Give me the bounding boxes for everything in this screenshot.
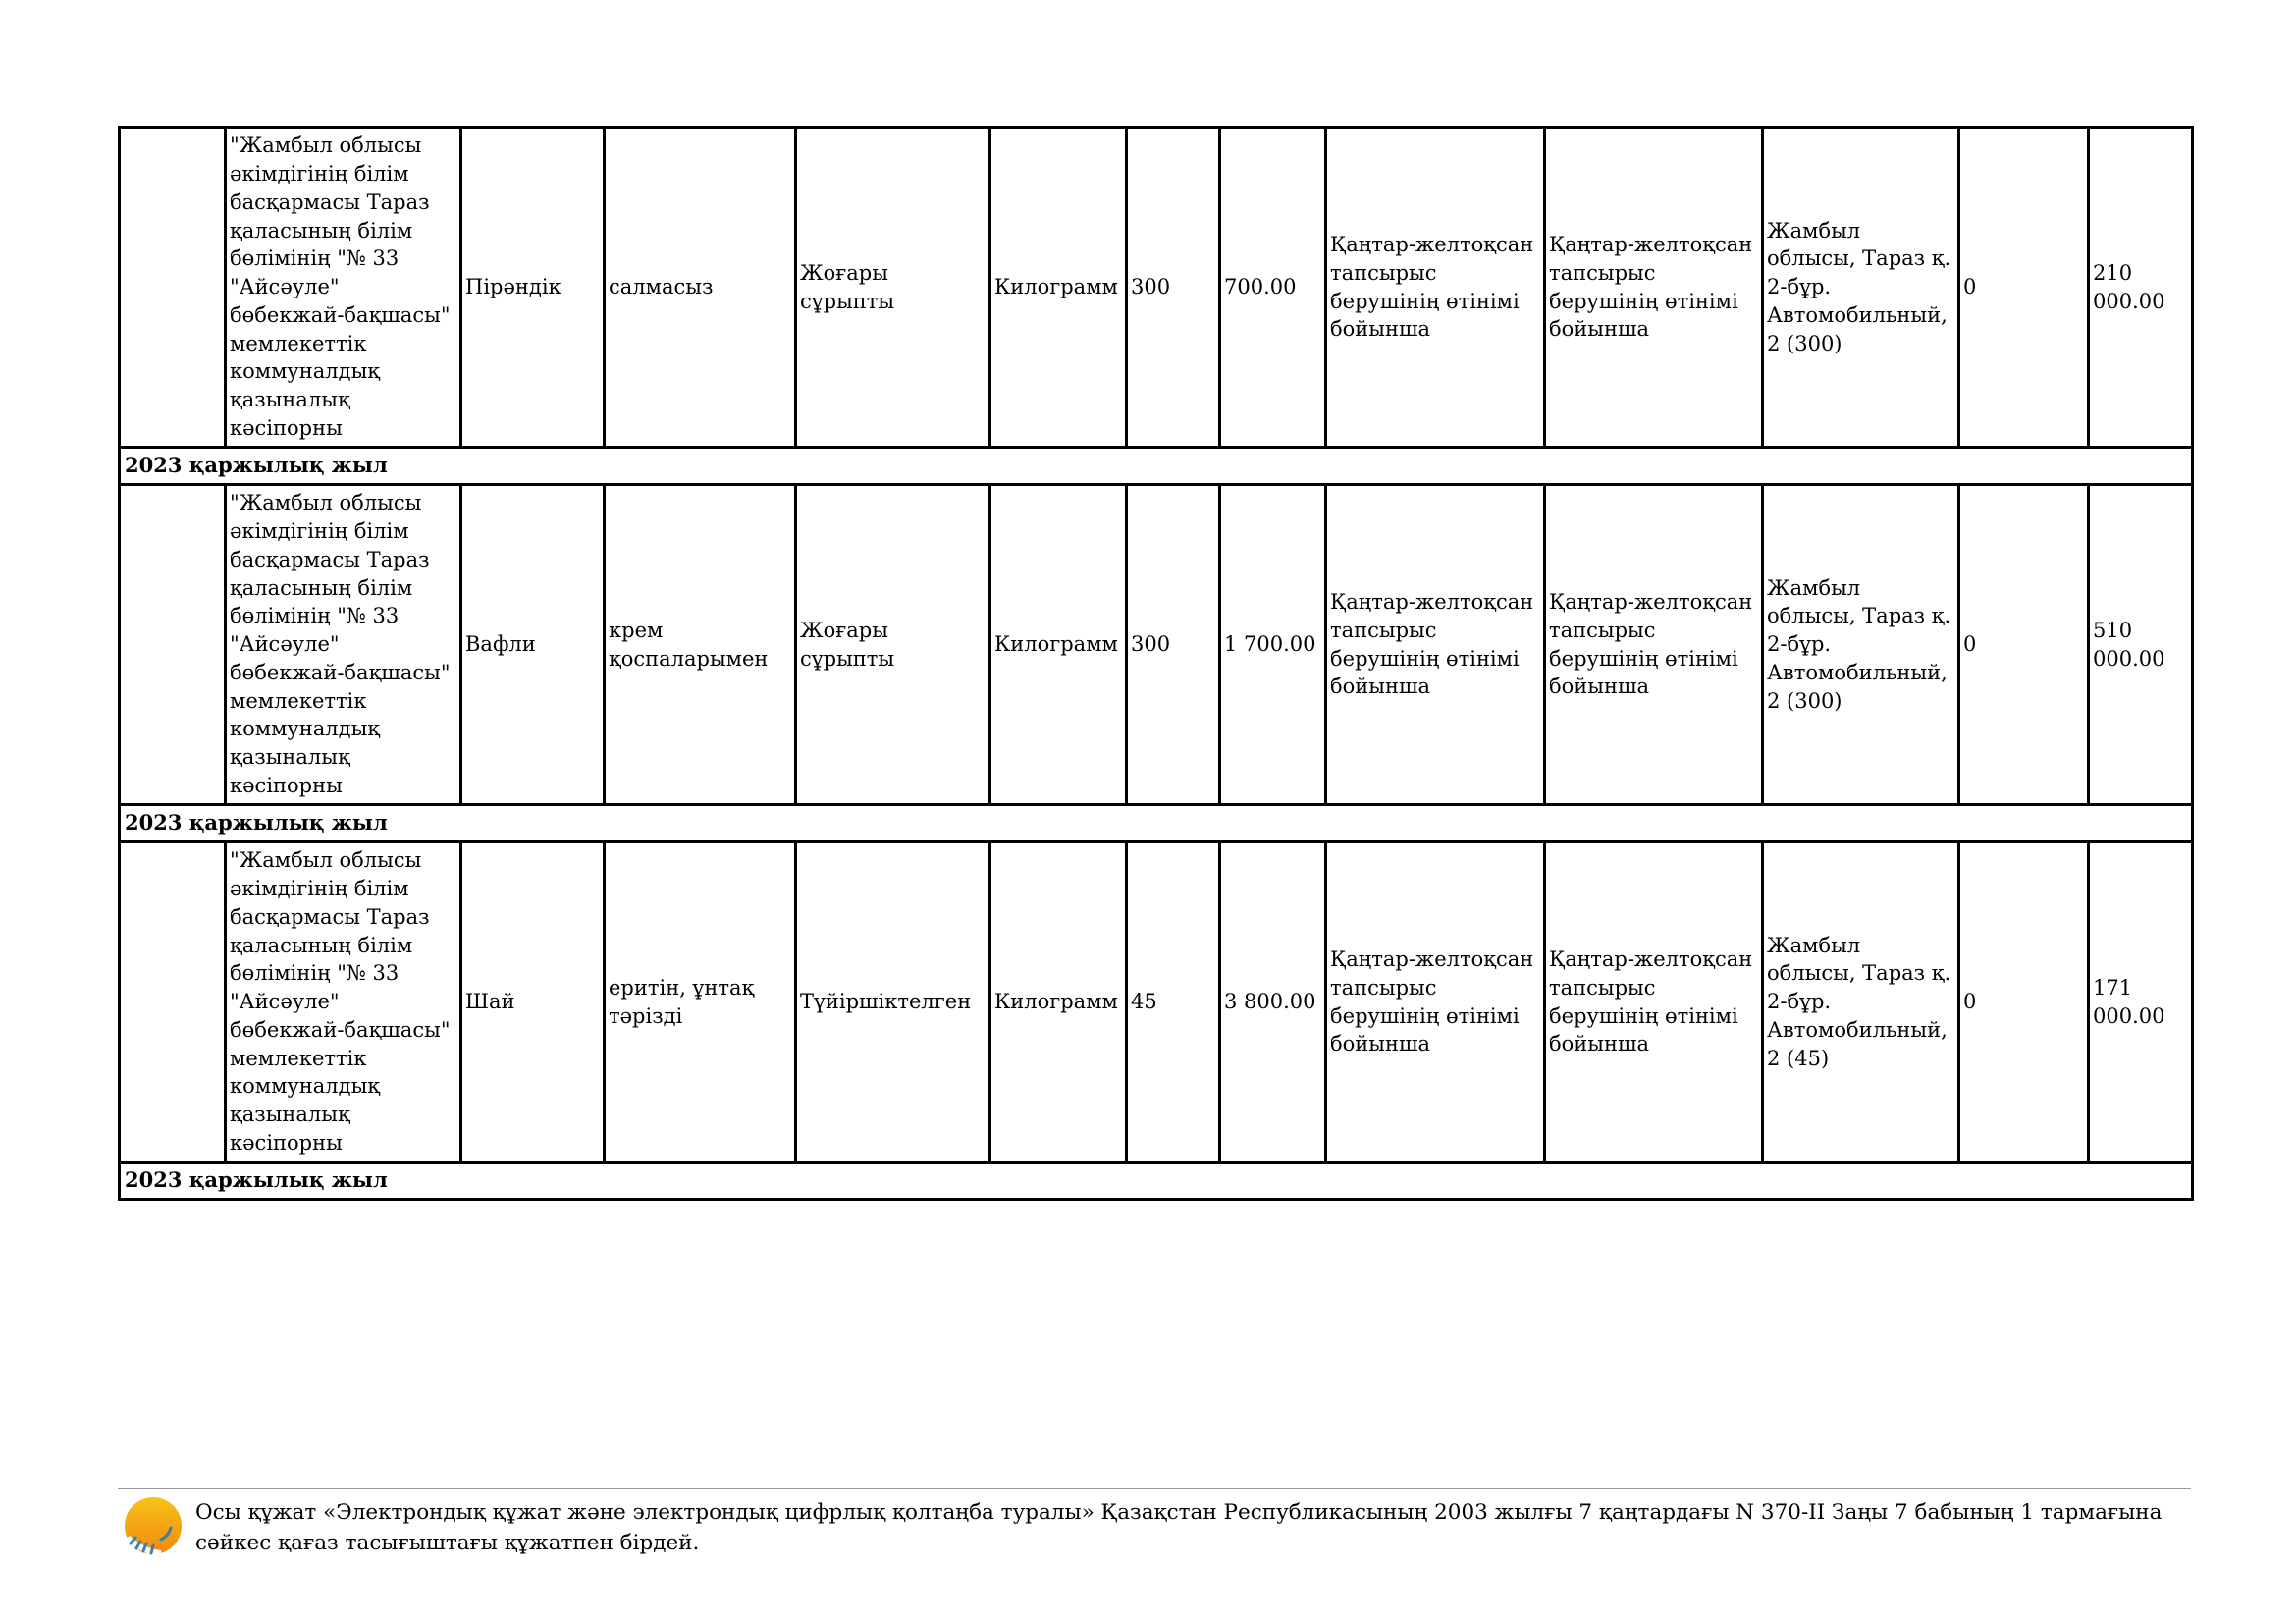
advance-cell: 0 <box>1959 485 2089 805</box>
delivery-period-cell: Қаңтар-желтоқсан тапсырыс берушінің өтінімі бойынша <box>1326 842 1545 1163</box>
footer-legal-notice: Осы құжат «Электрондық құжат және электрондық цифрлық қолтаңба туралы» Қазақстан Республикасының 2003 жылғы 7 қаңтардағы N 370-II Заңы 7 бабының 1 тармағына сәйкес қағаз тасығыштағы құжатпен бірдей. <box>195 1500 2163 1555</box>
footer-divider <box>118 1488 2191 1489</box>
e-gov-seal-icon <box>122 1494 185 1557</box>
delivery-terms-cell: Қаңтар-желтоқсан тапсырыс берушінің өтінімі бойынша <box>1545 485 1763 805</box>
row-number-cell <box>120 842 226 1163</box>
fiscal-year-label: 2023 қаржылық жыл <box>120 448 2193 485</box>
characteristic-cell: салмасыз <box>605 128 796 448</box>
quantity-cell: 300 <box>1127 485 1220 805</box>
fiscal-year-label: 2023 қаржылық жыл <box>120 805 2193 842</box>
advance-cell: 0 <box>1959 128 2089 448</box>
delivery-place-cell: Жамбыл облысы, Тараз қ. 2-бұр. Автомобильный, 2 (300) <box>1763 128 1959 448</box>
price-cell: 700.00 <box>1220 128 1326 448</box>
quantity-cell: 45 <box>1127 842 1220 1163</box>
delivery-place-cell: Жамбыл облысы, Тараз қ. 2-бұр. Автомобильный, 2 (45) <box>1763 842 1959 1163</box>
price-cell: 1 700.00 <box>1220 485 1326 805</box>
row-number-cell <box>120 485 226 805</box>
characteristic-cell: еритін, ұнтақ тәрізді <box>605 842 796 1163</box>
price-cell: 3 800.00 <box>1220 842 1326 1163</box>
delivery-terms-cell: Қаңтар-желтоқсан тапсырыс берушінің өтінімі бойынша <box>1545 842 1763 1163</box>
delivery-period-cell: Қаңтар-желтоқсан тапсырыс берушінің өтінімі бойынша <box>1326 485 1545 805</box>
row-number-cell <box>120 128 226 448</box>
total-cell: 510 000.00 <box>2089 485 2193 805</box>
delivery-period-cell: Қаңтар-желтоқсан тапсырыс берушінің өтінімі бойынша <box>1326 128 1545 448</box>
fiscal-year-row <box>120 1163 2193 1200</box>
grade-cell: Жоғары сұрыпты <box>796 128 990 448</box>
table-row <box>120 485 2193 805</box>
fiscal-year-row <box>120 448 2193 485</box>
advance-cell: 0 <box>1959 842 2089 1163</box>
delivery-place-cell: Жамбыл облысы, Тараз қ. 2-бұр. Автомобильный, 2 (300) <box>1763 485 1959 805</box>
total-cell: 171 000.00 <box>2089 842 2193 1163</box>
grade-cell: Түйіршіктелген <box>796 842 990 1163</box>
grade-cell: Жоғары сұрыпты <box>796 485 990 805</box>
fiscal-year-row <box>120 805 2193 842</box>
unit-cell: Килограмм <box>990 842 1127 1163</box>
customer-cell: "Жамбыл облысы әкімдігінің білім басқармасы Тараз қаласының білім бөлімінің "№ 33 "Айсәуле" бөбекжай-бақшасы" мемлекеттік коммуналдық қазыналық кәсіпорны <box>226 128 461 448</box>
product-name-cell: Шай <box>461 842 605 1163</box>
customer-cell: "Жамбыл облысы әкімдігінің білім басқармасы Тараз қаласының білім бөлімінің "№ 33 "Айсәуле" бөбекжай-бақшасы" мемлекеттік коммуналдық қазыналық кәсіпорны <box>226 485 461 805</box>
total-cell: 210 000.00 <box>2089 128 2193 448</box>
unit-cell: Килограмм <box>990 128 1127 448</box>
table-row <box>120 128 2193 448</box>
unit-cell: Килограмм <box>990 485 1127 805</box>
table-row <box>120 842 2193 1163</box>
characteristic-cell: крем қоспаларымен <box>605 485 796 805</box>
quantity-cell: 300 <box>1127 128 1220 448</box>
product-name-cell: Пірәндік <box>461 128 605 448</box>
procurement-table <box>118 126 2194 1201</box>
customer-cell: "Жамбыл облысы әкімдігінің білім басқармасы Тараз қаласының білім бөлімінің "№ 33 "Айсәуле" бөбекжай-бақшасы" мемлекеттік коммуналдық қазыналық кәсіпорны <box>226 842 461 1163</box>
fiscal-year-label: 2023 қаржылық жыл <box>120 1163 2193 1200</box>
delivery-terms-cell: Қаңтар-желтоқсан тапсырыс берушінің өтінімі бойынша <box>1545 128 1763 448</box>
product-name-cell: Вафли <box>461 485 605 805</box>
